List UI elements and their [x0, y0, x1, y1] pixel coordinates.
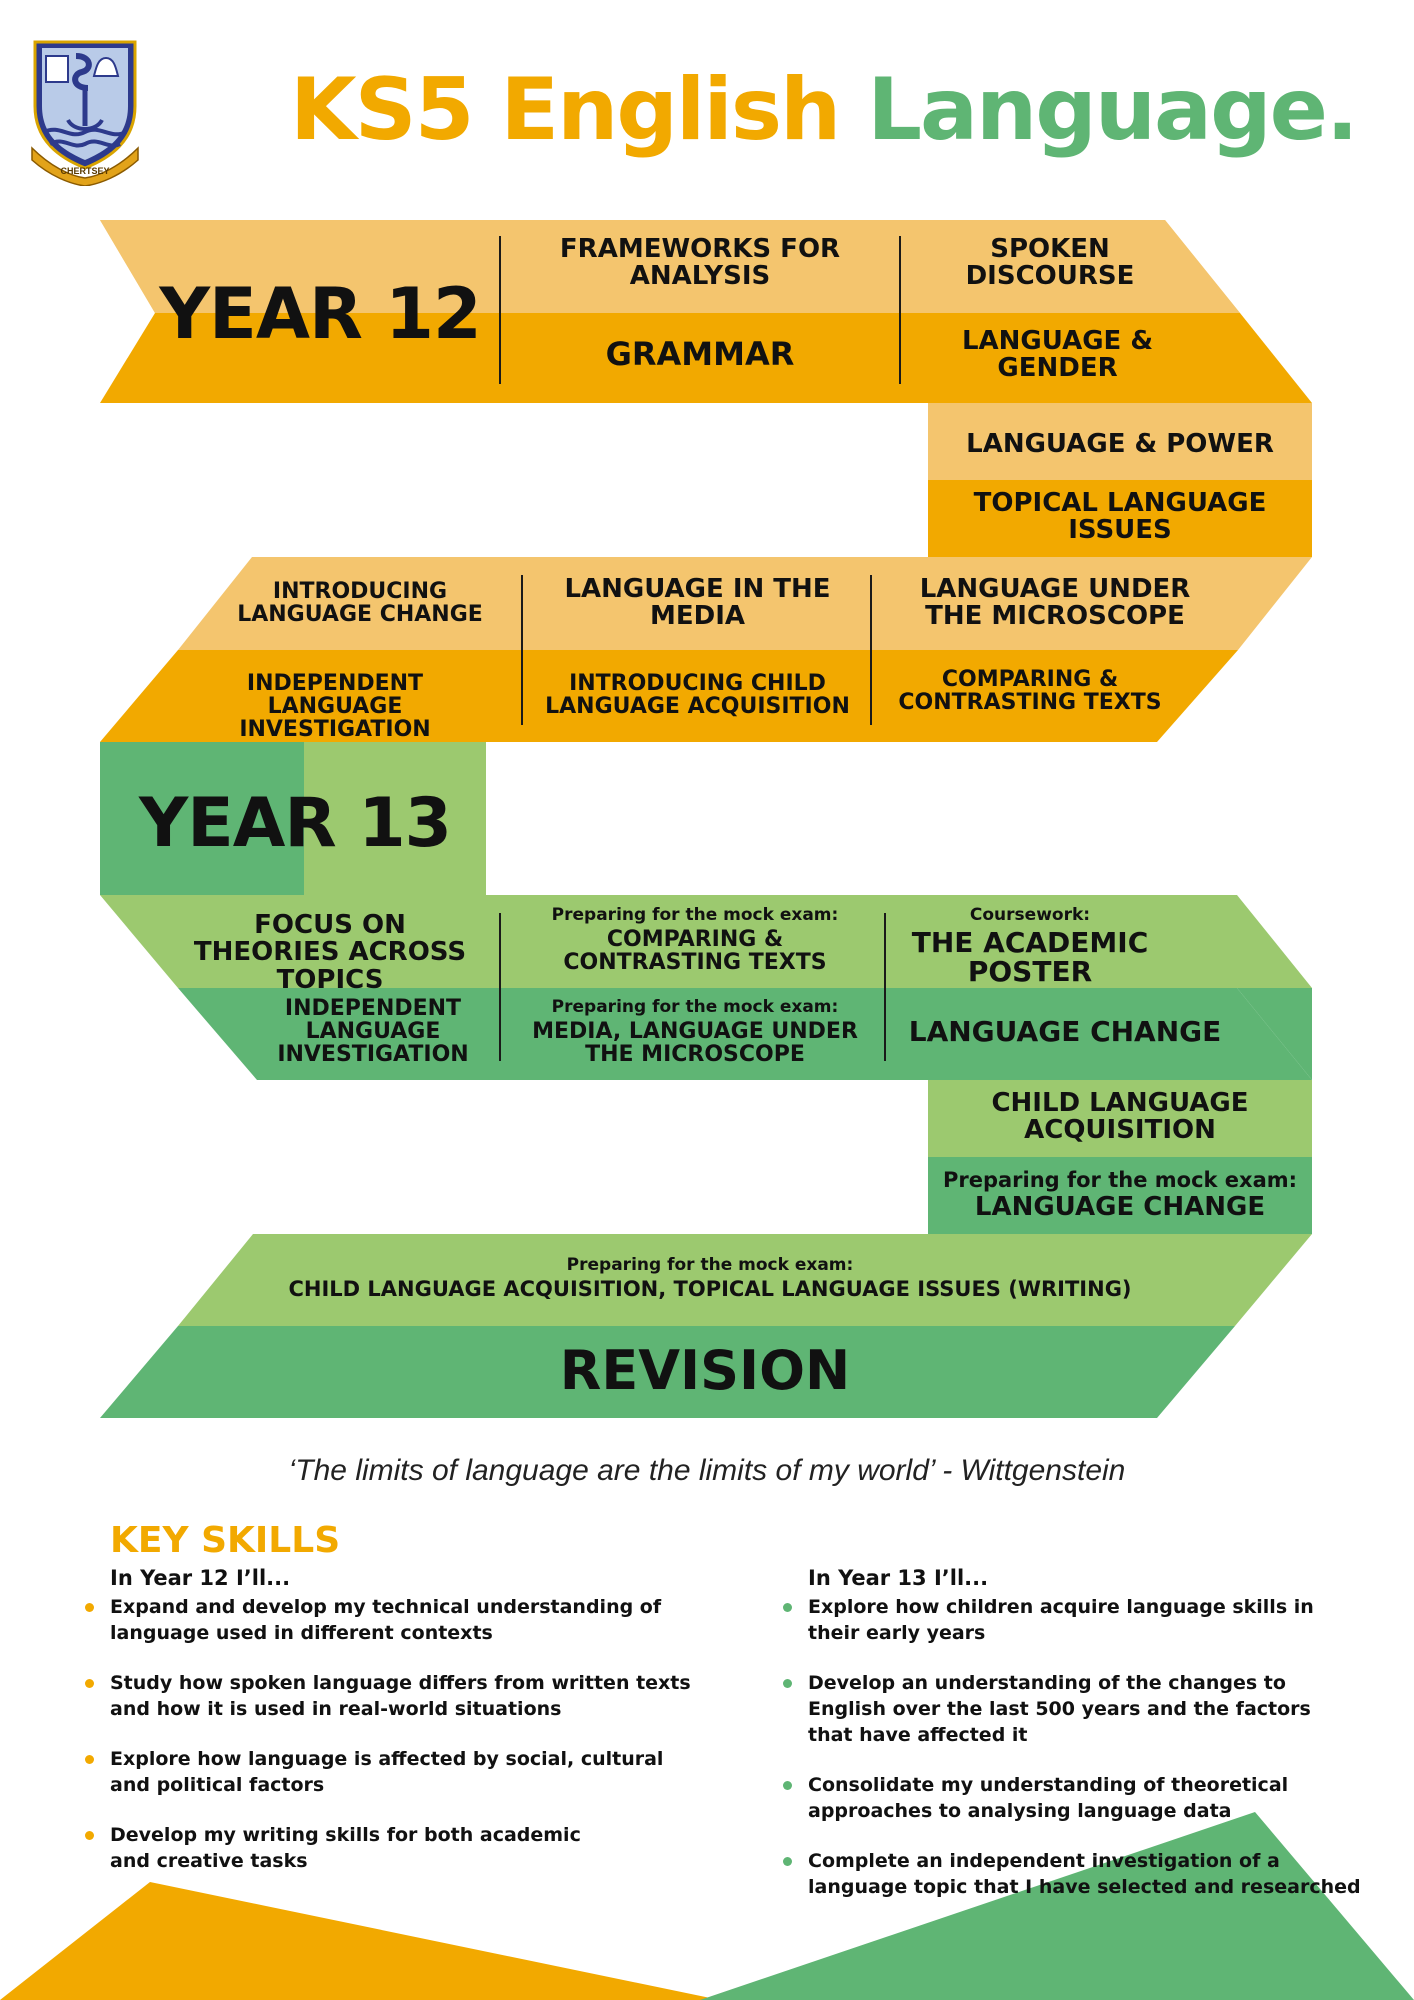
mock-prefix: Preparing for the mock exam:	[551, 905, 839, 925]
coursework-text: THE ACADEMIC POSTER	[911, 925, 1149, 988]
year13-skills-heading: In Year 13 I’ll...	[808, 1566, 989, 1590]
topic-introducing-language-change: INTRODUCING LANGUAGE CHANGE	[237, 579, 483, 628]
mock-prefix: Preparing for the mock exam:	[551, 997, 839, 1017]
mock-text: COMPARING & CONTRASTING TEXTS	[563, 926, 827, 975]
school-crest-icon	[30, 36, 140, 186]
topic-focus-on-theories: FOCUS ON THEORIES ACROSS TOPICS	[193, 910, 467, 995]
topic-child-language-acquisition: CHILD LANGUAGE ACQUISITION	[991, 1088, 1249, 1146]
mock-text: CHILD LANGUAGE ACQUISITION, TOPICAL LANGUAGE ISSUES (WRITING)	[288, 1276, 1132, 1301]
list-item: Develop my writing skills for both academic and creative tasks	[110, 1822, 620, 1874]
year13-skills	[808, 1566, 1408, 1924]
mock-prefix: Preparing for the mock exam:	[942, 1168, 1298, 1192]
list-item: Explore how language is affected by social, cultural and political factors	[110, 1746, 680, 1798]
topic-coursework-academic-poster	[900, 906, 1160, 986]
divider	[899, 236, 901, 384]
year12-skills	[110, 1566, 710, 1898]
divider	[521, 575, 523, 725]
year13-label: YEAR 13	[139, 784, 451, 863]
topic-comparing-and-contrasting-texts: COMPARING & CONTRASTING TEXTS	[898, 667, 1162, 716]
coursework-prefix: Coursework:	[969, 905, 1091, 925]
year12-label: YEAR 12	[159, 273, 481, 355]
topic-frameworks-for-analysis: FRAMEWORKS FOR ANALYSIS	[559, 234, 841, 292]
key-skills-heading: KEY SKILLS	[110, 1520, 341, 1561]
title-part1: KS5 English	[290, 60, 840, 160]
topic-mock-language-change	[928, 1168, 1312, 1221]
mock-text: MEDIA, LANGUAGE UNDER THE MICROSCOPE	[532, 1018, 858, 1067]
quote: ‘The limits of language are the limits of my world’ - Wittgenstein	[288, 1454, 1126, 1487]
logo-text-bottom: CHERTSEY	[60, 166, 110, 176]
topic-spoken-discourse: SPOKEN DISCOURSE	[965, 234, 1135, 292]
topic-topical-language-issues: TOPICAL LANGUAGE ISSUES	[973, 488, 1267, 546]
mock-prefix: Preparing for the mock exam:	[566, 1255, 854, 1275]
topic-grammar: GRAMMAR	[605, 335, 795, 373]
topic-mock-comparing-texts	[530, 906, 860, 974]
list-item: Consolidate my understanding of theoretical approaches to analysing language data	[808, 1772, 1328, 1824]
page-title	[290, 60, 1357, 160]
list-item: Develop an understanding of the changes to English over the last 500 years and the factors that have affected it	[808, 1670, 1328, 1748]
topic-language-change: LANGUAGE CHANGE	[908, 1015, 1222, 1048]
list-item: Expand and develop my technical understanding of language used in different contexts	[110, 1594, 730, 1646]
topic-language-and-power: LANGUAGE & POWER	[966, 429, 1274, 459]
mock-text: LANGUAGE CHANGE	[974, 1192, 1266, 1223]
list-item: Explore how children acquire language skills in their early years	[808, 1594, 1368, 1646]
list-item: Complete an independent investigation of a language topic that I have selected and researched	[808, 1848, 1368, 1900]
year12-skills-heading: In Year 12 I’ll...	[110, 1566, 291, 1590]
topic-language-and-gender: LANGUAGE & GENDER	[961, 326, 1154, 384]
divider	[499, 913, 501, 1061]
topic-revision: REVISION	[559, 1339, 851, 1402]
topic-language-in-the-media: LANGUAGE IN THE MEDIA	[564, 574, 831, 632]
year12-skills-list	[110, 1594, 710, 1874]
divider	[870, 575, 872, 725]
divider	[884, 913, 886, 1061]
topic-introducing-child-language-acquisition: INTRODUCING CHILD LANGUAGE ACQUISITION	[545, 671, 850, 720]
divider	[499, 236, 501, 384]
decor-orange-triangle	[0, 1882, 720, 2000]
topic-independent-language-investigation: INDEPENDENT LANGUAGE INVESTIGATION	[239, 671, 431, 743]
year13-skills-list	[808, 1594, 1408, 1900]
title-part2: Language.	[867, 60, 1357, 160]
list-item: Study how spoken language differs from written texts and how it is used in real-world situations	[110, 1670, 730, 1722]
topic-independent-language-investigation-y13: INDEPENDENT LANGUAGE INVESTIGATION	[277, 996, 469, 1068]
topic-mock-final	[250, 1256, 1170, 1300]
topic-language-under-the-microscope: LANGUAGE UNDER THE MICROSCOPE	[919, 574, 1191, 632]
topic-mock-media-microscope	[530, 998, 860, 1066]
